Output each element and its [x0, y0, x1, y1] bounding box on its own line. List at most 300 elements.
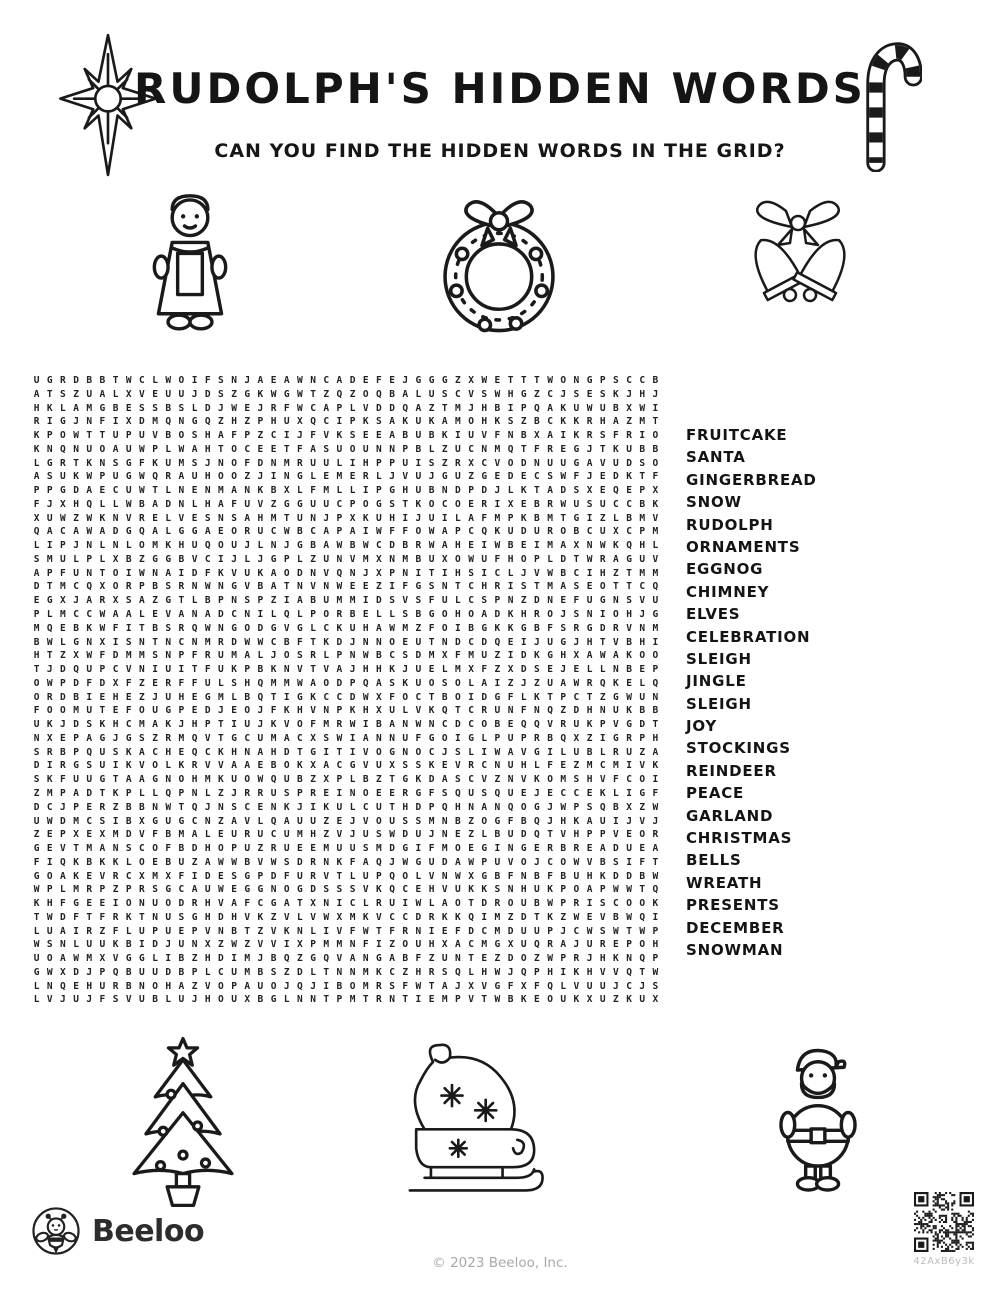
grid-cell: D: [507, 925, 514, 937]
grid-cell: N: [297, 994, 303, 1006]
word-list-item: SLEIGH: [686, 694, 752, 713]
grid-cell: G: [165, 884, 172, 896]
grid-cell: W: [33, 884, 40, 896]
grid-row: [30, 484, 662, 498]
grid-cell: P: [336, 774, 343, 786]
grid-cell: W: [165, 375, 172, 386]
grid-cell: T: [626, 581, 632, 593]
grid-cell: E: [586, 911, 593, 923]
grid-cell: I: [415, 567, 422, 579]
word-list-item: WREATH: [686, 873, 763, 892]
grid-cell: V: [481, 980, 488, 992]
grid-cell: I: [586, 512, 593, 524]
grid-cell: U: [599, 815, 606, 827]
grid-cell: F: [178, 870, 185, 882]
grid-cell: F: [244, 457, 251, 469]
grid-cell: W: [349, 719, 356, 731]
grid-cell: B: [415, 609, 422, 621]
grid-cell: X: [507, 664, 514, 676]
grid-cell: O: [231, 443, 237, 455]
grid-cell: I: [323, 746, 330, 758]
grid-cell: E: [125, 691, 132, 703]
grid-cell: P: [191, 925, 198, 937]
grid-cell: C: [586, 526, 593, 538]
grid-cell: O: [60, 430, 66, 442]
grid-cell: W: [73, 953, 79, 965]
grid-cell: A: [112, 443, 119, 455]
grid-cell: D: [573, 705, 580, 717]
grid-cell: K: [599, 870, 606, 882]
grid-cell: J: [494, 485, 501, 497]
grid-cell: F: [415, 953, 422, 965]
grid-cell: N: [112, 843, 119, 855]
grid-row: [30, 525, 662, 539]
grid-cell: J: [534, 856, 540, 868]
grid-cell: P: [152, 443, 158, 455]
grid-cell: H: [191, 719, 198, 731]
grid-cell: B: [165, 430, 172, 442]
grid-cell: O: [152, 843, 158, 855]
grid-cell: E: [218, 870, 224, 882]
grid-cell: F: [507, 691, 514, 703]
grid-cell: G: [125, 457, 132, 469]
grid-cell: I: [415, 457, 422, 469]
grid-cell: M: [547, 540, 553, 552]
grid-cell: K: [441, 911, 448, 923]
grid-cell: F: [231, 498, 237, 510]
grid-cell: Z: [507, 911, 514, 923]
grid-cell: B: [231, 925, 237, 937]
grid-cell: J: [547, 801, 553, 813]
grid-cell: H: [204, 911, 211, 923]
grid-cell: J: [244, 540, 251, 552]
grid-cell: X: [626, 402, 632, 414]
grid-cell: Q: [534, 829, 540, 841]
grid-cell: L: [310, 966, 316, 978]
word-search-grid: [30, 374, 662, 1007]
grid-cell: Q: [191, 801, 198, 813]
grid-cell: A: [270, 581, 277, 593]
grid-cell: J: [652, 388, 659, 400]
grid-cell: S: [152, 650, 158, 662]
word-list-item: SLEIGH: [686, 649, 752, 668]
grid-cell: V: [599, 774, 606, 786]
grid-cell: R: [297, 457, 303, 469]
grid-cell: Z: [139, 691, 145, 703]
grid-cell: A: [86, 595, 93, 607]
grid-cell: B: [560, 870, 567, 882]
grid-cell: U: [139, 430, 145, 442]
grid-cell: M: [73, 815, 79, 827]
grid-cell: M: [33, 622, 40, 634]
grid-cell: O: [33, 691, 40, 703]
grid-cell: B: [639, 870, 646, 882]
grid-cell: M: [349, 911, 356, 923]
grid-cell: I: [428, 925, 435, 937]
grid-cell: L: [152, 375, 158, 386]
grid-cell: W: [586, 553, 593, 565]
grid-cell: I: [336, 787, 343, 799]
grid-cell: R: [336, 719, 343, 731]
grid-cell: T: [507, 375, 514, 386]
grid-row: [30, 787, 662, 801]
grid-row: [30, 828, 662, 842]
grid-cell: B: [297, 526, 303, 538]
grid-cell: O: [441, 732, 448, 744]
grid-cell: I: [283, 595, 290, 607]
grid-cell: J: [231, 787, 237, 799]
grid-cell: S: [46, 471, 53, 483]
grid-cell: H: [73, 498, 79, 510]
grid-cell: B: [415, 443, 422, 455]
grid-cell: B: [112, 402, 119, 414]
grid-cell: F: [99, 416, 106, 428]
grid-cell: U: [639, 994, 646, 1006]
grid-cell: W: [389, 622, 395, 634]
grid-cell: T: [152, 485, 158, 497]
grid-cell: T: [178, 801, 185, 813]
grid-row: [30, 539, 662, 553]
grid-cell: J: [257, 402, 264, 414]
grid-cell: O: [362, 388, 369, 400]
grid-cell: T: [46, 581, 53, 593]
grid-cell: O: [283, 760, 290, 772]
grid-cell: V: [415, 705, 422, 717]
grid-cell: D: [613, 870, 619, 882]
grid-row: [30, 512, 662, 526]
grid-cell: P: [99, 966, 106, 978]
grid-cell: F: [349, 925, 356, 937]
grid-cell: I: [349, 746, 356, 758]
grid-cell: Z: [297, 953, 303, 965]
grid-cell: O: [547, 994, 553, 1006]
grid-cell: D: [349, 375, 356, 386]
grid-cell: V: [60, 843, 66, 855]
grid-cell: C: [639, 581, 646, 593]
grid-cell: A: [323, 540, 330, 552]
grid-cell: N: [310, 375, 316, 386]
grid-cell: L: [481, 829, 488, 841]
grid-cell: L: [283, 994, 290, 1006]
grid-cell: I: [336, 416, 343, 428]
grid-cell: S: [152, 884, 158, 896]
grid-cell: M: [270, 677, 277, 689]
grid-cell: K: [455, 911, 461, 923]
grid-cell: O: [46, 870, 53, 882]
grid-cell: C: [270, 526, 277, 538]
grid-cell: H: [586, 705, 593, 717]
grid-cell: M: [402, 553, 409, 565]
grid-cell: K: [626, 994, 632, 1006]
grid-cell: A: [86, 732, 93, 744]
grid-cell: C: [310, 526, 316, 538]
grid-cell: X: [33, 512, 40, 524]
grid-cell: O: [560, 375, 567, 386]
grid-cell: M: [73, 884, 79, 896]
grid-cell: K: [336, 622, 343, 634]
grid-cell: S: [402, 609, 409, 621]
grid-cell: K: [441, 430, 448, 442]
grid-cell: C: [428, 746, 435, 758]
grid-cell: A: [231, 760, 237, 772]
grid-cell: N: [349, 650, 356, 662]
grid-cell: V: [626, 622, 632, 634]
grid-cell: U: [455, 471, 461, 483]
grid-cell: U: [33, 719, 40, 731]
grid-cell: A: [86, 485, 93, 497]
grid-cell: V: [639, 815, 646, 827]
grid-cell: U: [283, 843, 290, 855]
grid-cell: U: [165, 457, 172, 469]
grid-cell: X: [99, 581, 106, 593]
grid-cell: C: [178, 884, 185, 896]
grid-cell: M: [297, 829, 303, 841]
grid-cell: G: [283, 388, 290, 400]
grid-cell: U: [73, 774, 79, 786]
grid-cell: U: [257, 829, 264, 841]
grid-cell: E: [376, 787, 382, 799]
grid-cell: S: [573, 485, 580, 497]
grid-cell: T: [283, 581, 290, 593]
grid-cell: Z: [402, 966, 409, 978]
grid-cell: Z: [494, 650, 501, 662]
grid-cell: H: [204, 430, 211, 442]
grid-cell: G: [376, 953, 382, 965]
grid-cell: U: [86, 939, 93, 951]
grid-cell: U: [283, 774, 290, 786]
grid-cell: I: [362, 485, 369, 497]
grid-cell: A: [165, 567, 172, 579]
grid-cell: T: [191, 664, 198, 676]
grid-cell: V: [139, 388, 145, 400]
grid-cell: T: [362, 994, 369, 1006]
grid-cell: R: [560, 719, 567, 731]
grid-cell: V: [283, 622, 290, 634]
grid-cell: H: [244, 677, 251, 689]
grid-cell: P: [99, 664, 106, 676]
grid-cell: B: [534, 898, 540, 910]
grid-cell: B: [534, 870, 540, 882]
grid-cell: O: [152, 760, 158, 772]
grid-cell: K: [362, 512, 369, 524]
grid-cell: I: [468, 691, 474, 703]
grid-cell: L: [46, 609, 53, 621]
grid-cell: O: [639, 774, 646, 786]
grid-row: [30, 815, 662, 829]
grid-cell: S: [652, 980, 659, 992]
grid-cell: N: [231, 595, 237, 607]
page-title: RUDOLPH'S HIDDEN WORDS: [134, 64, 866, 113]
grid-cell: N: [494, 760, 501, 772]
grid-cell: G: [613, 691, 619, 703]
grid-cell: U: [73, 994, 79, 1006]
grid-row: [30, 443, 662, 457]
grid-cell: R: [204, 650, 211, 662]
grid-cell: U: [428, 553, 435, 565]
grid-cell: P: [428, 801, 435, 813]
grid-cell: O: [455, 498, 461, 510]
grid-cell: G: [178, 526, 185, 538]
grid-cell: C: [112, 664, 119, 676]
grid-cell: P: [231, 980, 237, 992]
grid-cell: B: [376, 719, 382, 731]
grid-cell: A: [362, 856, 369, 868]
grid-cell: O: [428, 498, 435, 510]
grid-cell: V: [125, 994, 132, 1006]
grid-cell: R: [257, 787, 264, 799]
grid-cell: S: [389, 980, 395, 992]
grid-cell: D: [73, 677, 79, 689]
grid-cell: D: [165, 966, 172, 978]
grid-cell: I: [112, 636, 119, 648]
grid-cell: B: [626, 664, 632, 676]
grid-cell: N: [402, 746, 409, 758]
grid-cell: R: [376, 898, 382, 910]
grid-cell: E: [349, 581, 356, 593]
grid-cell: B: [613, 911, 619, 923]
grid-cell: M: [178, 732, 185, 744]
grid-cell: U: [376, 512, 382, 524]
grid-cell: U: [125, 443, 132, 455]
word-list-item: PEACE: [686, 784, 745, 803]
grid-cell: F: [204, 664, 211, 676]
grid-cell: R: [586, 430, 593, 442]
grid-cell: D: [191, 843, 198, 855]
grid-cell: E: [231, 705, 237, 717]
grid-cell: P: [560, 884, 567, 896]
grid-cell: J: [428, 829, 435, 841]
grid-cell: M: [73, 705, 79, 717]
grid-cell: W: [560, 471, 567, 483]
grid-cell: F: [573, 471, 580, 483]
grid-cell: W: [494, 994, 501, 1006]
grid-cell: U: [599, 980, 606, 992]
grid-cell: P: [455, 526, 461, 538]
grid-cell: X: [99, 636, 106, 648]
grid-cell: F: [494, 553, 501, 565]
grid-cell: B: [389, 388, 395, 400]
grid-cell: A: [73, 526, 79, 538]
grid-cell: Q: [455, 966, 461, 978]
grid-cell: C: [402, 911, 409, 923]
grid-cell: N: [191, 609, 198, 621]
grid-cell: J: [652, 815, 659, 827]
grid-cell: U: [586, 939, 593, 951]
grid-cell: A: [152, 498, 158, 510]
grid-cell: O: [560, 526, 567, 538]
grid-row: [30, 993, 662, 1007]
grid-cell: L: [297, 485, 303, 497]
grid-cell: N: [46, 980, 53, 992]
grid-cell: D: [389, 402, 395, 414]
grid-cell: Q: [297, 980, 303, 992]
grid-cell: G: [652, 609, 659, 621]
grid-cell: M: [639, 567, 646, 579]
word-list-item: SNOW: [686, 493, 742, 512]
grid-cell: C: [560, 787, 567, 799]
grid-cell: P: [46, 485, 53, 497]
grid-cell: B: [468, 622, 474, 634]
grid-cell: V: [652, 553, 659, 565]
grid-cell: N: [86, 416, 93, 428]
grid-cell: D: [73, 375, 79, 386]
grid-cell: O: [218, 843, 224, 855]
grid-cell: U: [573, 870, 580, 882]
grid-cell: W: [218, 856, 224, 868]
grid-cell: H: [626, 609, 632, 621]
grid-cell: L: [455, 595, 461, 607]
grid-cell: K: [520, 512, 527, 524]
grid-cell: H: [586, 966, 593, 978]
grid-cell: P: [494, 732, 501, 744]
grid-cell: C: [112, 485, 119, 497]
grid-cell: C: [639, 375, 646, 386]
grid-row: [30, 567, 662, 581]
grid-cell: I: [231, 719, 237, 731]
grid-cell: D: [204, 388, 211, 400]
grid-cell: O: [639, 939, 646, 951]
grid-cell: U: [165, 388, 172, 400]
grid-cell: K: [507, 622, 514, 634]
grid-cell: L: [73, 553, 79, 565]
grid-cell: Z: [60, 650, 66, 662]
grid-cell: I: [191, 375, 198, 386]
grid-cell: E: [428, 664, 435, 676]
grid-cell: H: [362, 664, 369, 676]
grid-cell: B: [244, 856, 251, 868]
grid-cell: I: [139, 939, 145, 951]
grid-cell: E: [389, 375, 395, 386]
grid-cell: J: [639, 609, 646, 621]
grid-cell: G: [46, 595, 53, 607]
grid-cell: K: [336, 430, 343, 442]
grid-cell: F: [99, 650, 106, 662]
grid-cell: G: [415, 375, 422, 386]
grid-cell: A: [283, 375, 290, 386]
grid-cell: C: [402, 884, 409, 896]
grid-cell: N: [283, 664, 290, 676]
grid-cell: O: [599, 581, 606, 593]
grid-cell: W: [231, 939, 237, 951]
grid-cell: Q: [599, 801, 606, 813]
grid-cell: H: [297, 705, 303, 717]
grid-row: [30, 663, 662, 677]
grid-cell: H: [204, 843, 211, 855]
grid-cell: O: [639, 829, 646, 841]
grid-cell: B: [507, 994, 514, 1006]
grid-cell: P: [494, 595, 501, 607]
grid-cell: C: [244, 801, 251, 813]
grid-cell: R: [613, 746, 619, 758]
grid-cell: K: [283, 801, 290, 813]
grid-cell: N: [244, 609, 251, 621]
grid-cell: D: [613, 471, 619, 483]
grid-cell: N: [323, 581, 330, 593]
grid-cell: M: [652, 526, 659, 538]
grid-cell: F: [231, 430, 237, 442]
grid-cell: T: [468, 898, 474, 910]
grid-cell: S: [218, 375, 224, 386]
grid-cell: V: [204, 925, 211, 937]
grid-cell: C: [547, 416, 553, 428]
grid-cell: L: [402, 705, 409, 717]
grid-cell: W: [257, 774, 264, 786]
grid-cell: Q: [652, 581, 659, 593]
grid-cell: Q: [165, 416, 172, 428]
grid-cell: P: [336, 994, 343, 1006]
grid-cell: E: [626, 677, 632, 689]
grid-cell: P: [125, 430, 132, 442]
